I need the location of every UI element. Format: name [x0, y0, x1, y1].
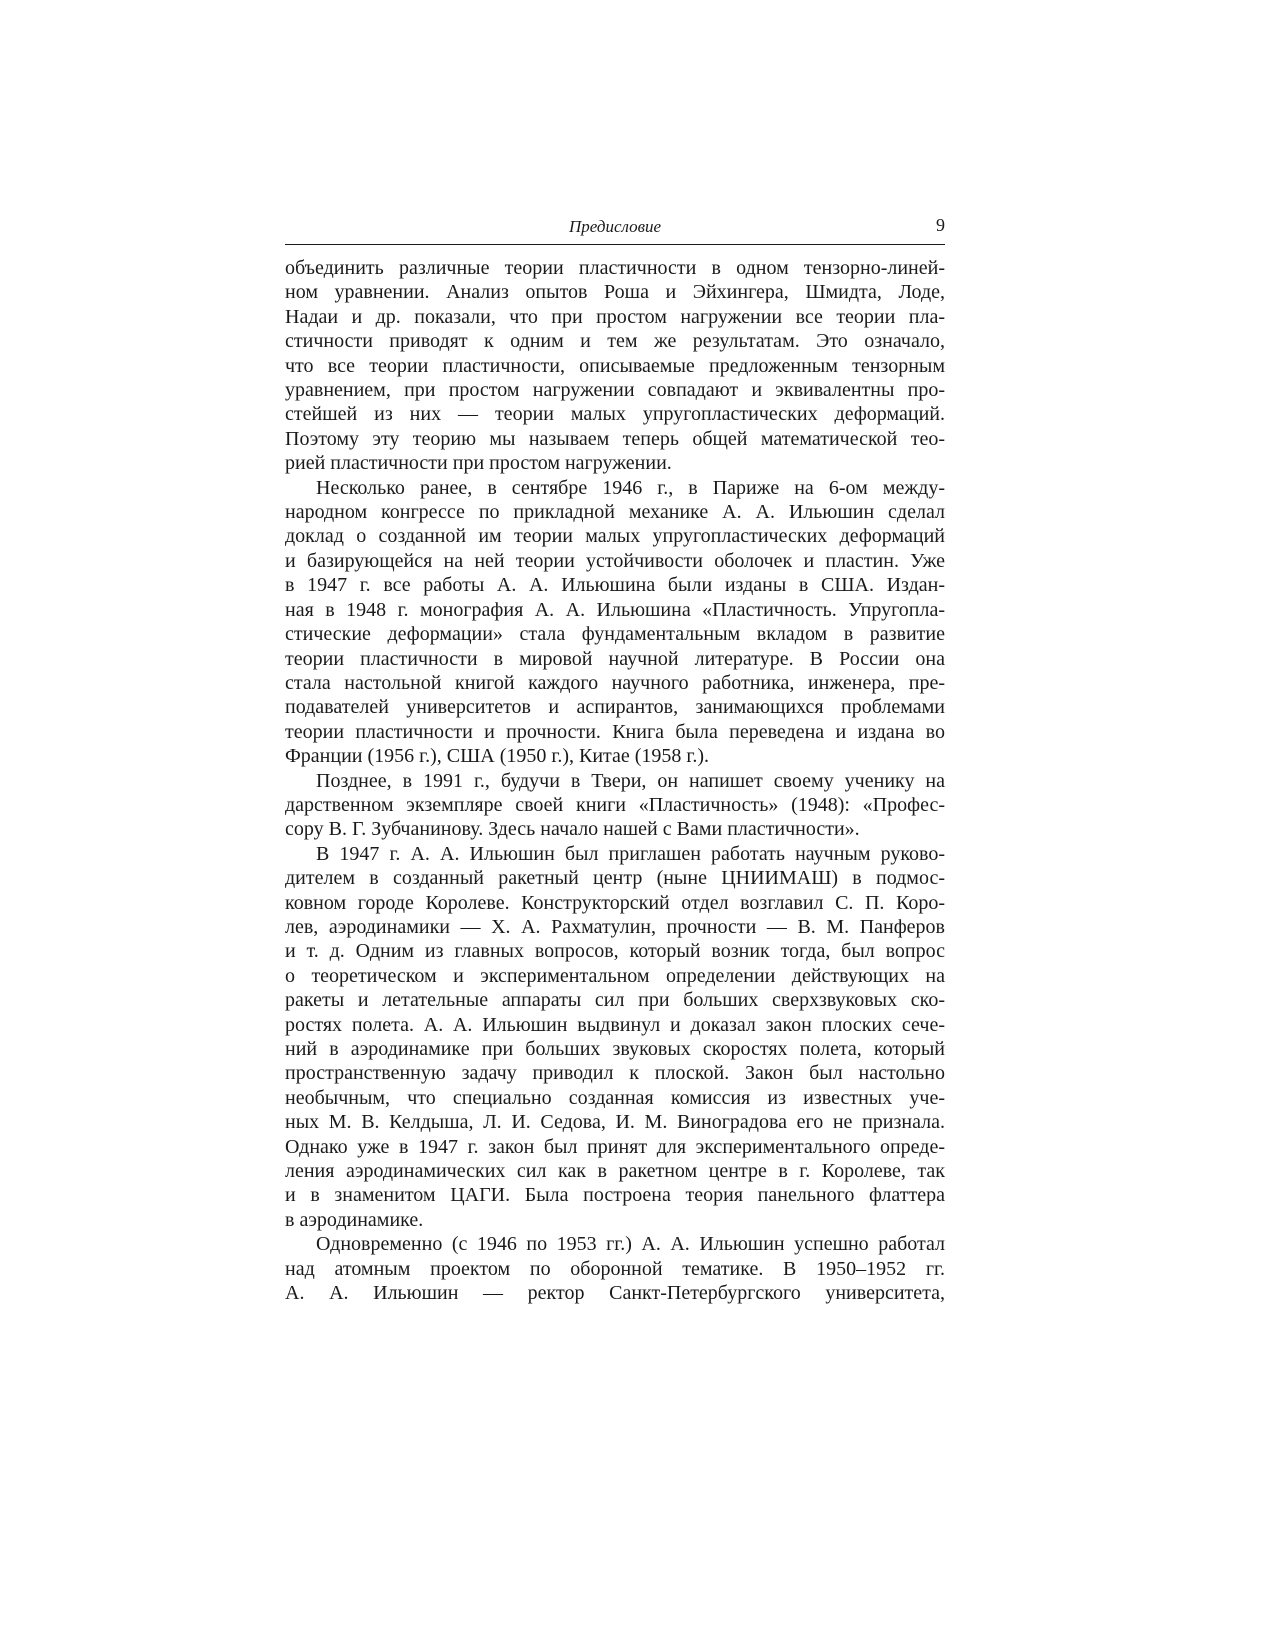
page-header	[285, 214, 945, 245]
text-line: народном конгрессе по прикладной механике А. А. Ильюшин сделал	[285, 501, 945, 524]
text-line: о теоретическом и экспериментальном определении действующих на	[285, 964, 945, 987]
text-line: в аэродинамике.	[285, 1208, 424, 1231]
text-line: над атомным проектом по оборонной тематике. В 1950–1952 гг.	[285, 1257, 945, 1280]
text-line: и в знаменитом ЦАГИ. Была построена теория панельного флаттера	[285, 1184, 945, 1207]
text-line: Однако уже в 1947 г. закон был принят для экспериментального опреде-	[285, 1135, 945, 1158]
text-line: стала настольной книгой каждого научного работника, инженера, пре-	[285, 671, 945, 694]
text-line: Надаи и др. показали, что при простом нагружении все теории пла-	[285, 305, 945, 328]
text-line: ная в 1948 г. монография А. А. Ильюшина «Пластичность. Упругопла-	[285, 598, 945, 621]
paragraph	[285, 769, 945, 842]
text-line: лев, аэродинамики — Х. А. Рахматулин, прочности — В. М. Панферов	[285, 915, 945, 938]
text-line: В 1947 г. А. А. Ильюшин был приглашен работать научным руково-	[316, 842, 945, 865]
text-line: рией пластичности при простом нагружении.	[285, 452, 672, 475]
text-line: ления аэродинамических сил как в ракетном центре в г. Королеве, так	[285, 1160, 945, 1183]
text-line: необычным, что специально созданная комиссия из известных уче-	[285, 1086, 945, 1109]
text-line: подавателей университетов и аспирантов, занимающихся проблемами	[285, 696, 945, 719]
text-line: Несколько ранее, в сентябре 1946 г., в Париже на 6-ом между-	[316, 476, 945, 499]
text-line: уравнением, при простом нагружении совпадают и эквивалентны про-	[285, 379, 945, 402]
text-line: сору В. Г. Зубчанинову. Здесь начало нашей с Вами пластичности».	[285, 818, 860, 841]
text-line: пространственную задачу приводил к плоской. Закон был настольно	[285, 1062, 945, 1085]
text-line: доклад о созданной им теории малых упругопластических деформаций	[285, 525, 945, 548]
text-line: ракеты и летательные аппараты сил при больших сверхзвуковых ско-	[285, 989, 945, 1012]
text-line: стические деформации» стала фундаментальным вкладом в развитие	[285, 623, 945, 646]
text-line: объединить различные теории пластичности в одном тензорно-линей-	[285, 257, 945, 279]
text-line: и т. д. Одним из главных вопросов, который возник тогда, был вопрос	[285, 940, 945, 963]
text-line: в 1947 г. все работы А. А. Ильюшина были изданы в США. Издан-	[285, 574, 945, 597]
text-line: ном уравнении. Анализ опытов Роша и Эйхингера, Шмидта, Лоде,	[285, 281, 945, 304]
page-number: 9	[936, 215, 945, 235]
text-line: стейшей из них — теории малых упругопластических деформаций.	[285, 403, 945, 426]
text-line: и базирующейся на ней теории устойчивости оболочек и пластин. Уже	[285, 549, 945, 572]
text-line: Поэтому эту теорию мы называем теперь общей математической тео-	[285, 427, 945, 450]
paragraph	[285, 476, 945, 769]
text-line: Одновременно (с 1946 по 1953 гг.) А. А. Ильюшин успешно работал	[316, 1233, 945, 1256]
text-line: Позднее, в 1991 г., будучи в Твери, он напишет своему ученику на	[316, 769, 945, 792]
text-line: А. А. Ильюшин — ректор Санкт-Петербургского университета,	[285, 1282, 945, 1305]
paragraph	[285, 256, 945, 476]
text-line: ростях полета. А. А. Ильюшин выдвинул и доказал закон плоских сече-	[285, 1013, 945, 1036]
paragraph	[285, 842, 945, 1233]
text-line: ковном городе Королеве. Конструкторский отдел возглавил С. П. Коро-	[285, 891, 945, 914]
text-line: дарственном экземпляре своей книги «Пластичность» (1948): «Профес-	[285, 793, 945, 816]
paragraph	[285, 1232, 945, 1305]
text-line: ных М. В. Келдыша, Л. И. Седова, И. М. Виноградова его не признала.	[285, 1111, 945, 1134]
text-line: теории пластичности и прочности. Книга была переведена и издана во	[285, 720, 945, 743]
running-title: Предисловие	[568, 217, 662, 236]
text-line: что все теории пластичности, описываемые предложенным тензорным	[285, 354, 945, 377]
text-line: Франции (1956 г.), США (1950 г.), Китае (1958 г.).	[285, 745, 710, 768]
text-line: дителем в созданный ракетный центр (ныне ЦНИИМАШ) в подмос-	[285, 867, 945, 890]
text-body	[285, 256, 945, 1305]
text-line: ний в аэродинамике при больших звуковых скоростях полета, который	[285, 1038, 945, 1060]
text-line: стичности приводят к одним и тем же результатам. Это означало,	[285, 330, 945, 353]
text-line: теории пластичности в мировой научной литературе. В России она	[285, 647, 945, 670]
